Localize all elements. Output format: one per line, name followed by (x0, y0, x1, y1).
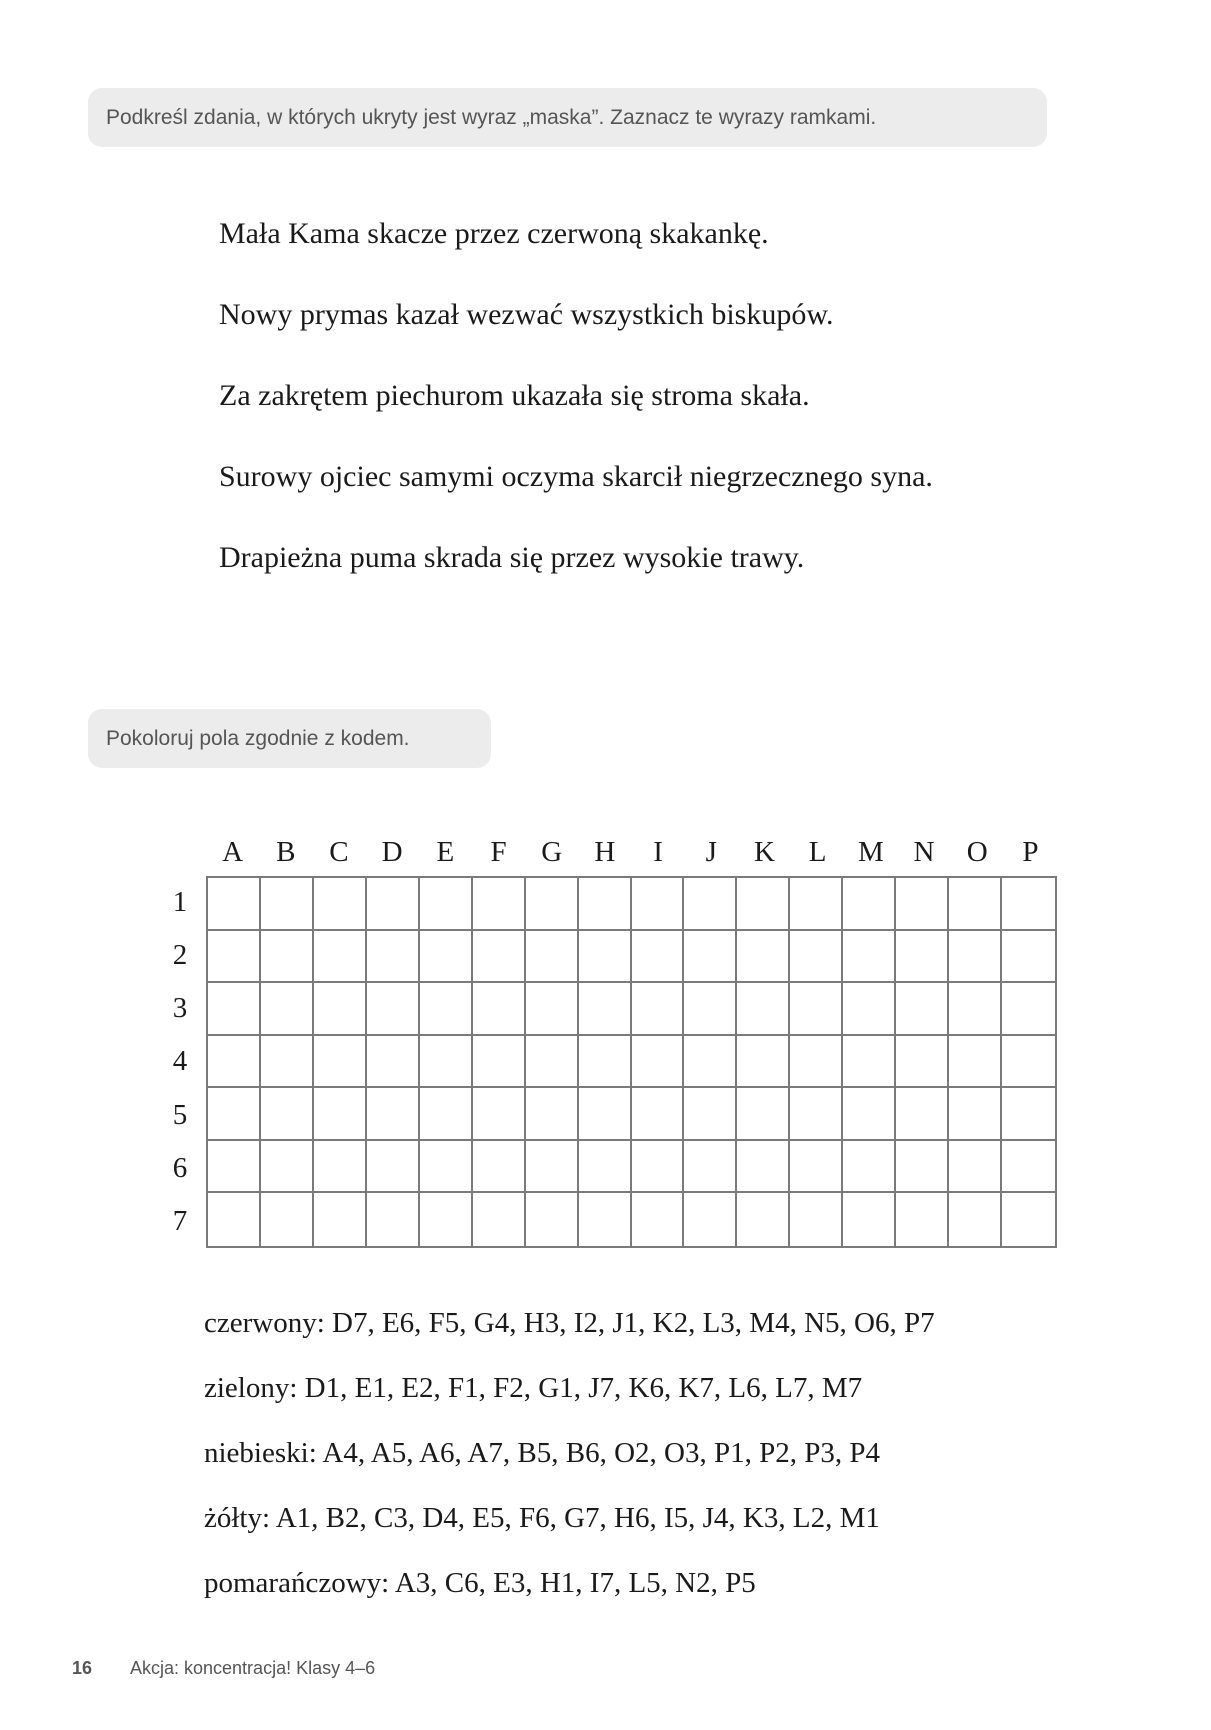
grid-cell-D4[interactable] (367, 1036, 420, 1089)
grid-cell-D5[interactable] (367, 1088, 420, 1141)
row-label: 3 (172, 992, 188, 1025)
column-label: B (276, 836, 296, 868)
grid-cell-H4[interactable] (579, 1036, 632, 1089)
grid-cell-K7[interactable] (737, 1193, 790, 1246)
grid-cell-L2[interactable] (790, 931, 843, 984)
grid-cell-K2[interactable] (737, 931, 790, 984)
coloring-grid (206, 876, 1057, 1248)
grid-cell-A5[interactable] (208, 1088, 261, 1141)
grid-cell-G3[interactable] (526, 983, 579, 1036)
code-orange: pomarańczowy: A3, C6, E3, H1, I7, L5, N2, P5 (204, 1567, 756, 1599)
grid-cell-F5[interactable] (473, 1088, 526, 1141)
exercise2-instruction: Pokoloruj pola zgodnie z kodem. (88, 709, 491, 768)
grid-cell-A6[interactable] (208, 1141, 261, 1194)
grid-cell-M4[interactable] (843, 1036, 896, 1089)
exercise1-instruction: Podkreśl zdania, w których ukryty jest wyraz „maska”. Zaznacz te wyrazy ramkami. (88, 88, 1047, 147)
grid-cell-O1[interactable] (949, 878, 1002, 931)
grid-cell-H6[interactable] (579, 1141, 632, 1194)
column-label: E (436, 836, 455, 868)
grid-cell-H3[interactable] (579, 983, 632, 1036)
column-label: M (857, 836, 884, 868)
grid-cell-O2[interactable] (949, 931, 1002, 984)
grid-cell-D3[interactable] (367, 983, 420, 1036)
grid-cell-N7[interactable] (896, 1193, 949, 1246)
grid-cell-E2[interactable] (420, 931, 473, 984)
grid-cell-P1[interactable] (1002, 878, 1055, 931)
grid-cell-N2[interactable] (896, 931, 949, 984)
grid-cell-K6[interactable] (737, 1141, 790, 1194)
grid-cell-M6[interactable] (843, 1141, 896, 1194)
row-label: 2 (172, 939, 188, 972)
grid-cell-E3[interactable] (420, 983, 473, 1036)
grid-cell-J6[interactable] (684, 1141, 737, 1194)
grid-cell-K3[interactable] (737, 983, 790, 1036)
grid-cell-I4[interactable] (632, 1036, 685, 1089)
grid-cell-G5[interactable] (526, 1088, 579, 1141)
column-label: I (653, 836, 663, 868)
sentence-5: Drapieżna puma skrada się przez wysokie trawy. (219, 541, 805, 574)
grid-cell-K4[interactable] (737, 1036, 790, 1089)
row-label: 6 (172, 1151, 188, 1184)
grid-cell-I6[interactable] (632, 1141, 685, 1194)
grid-cell-M3[interactable] (843, 983, 896, 1036)
grid-cell-C2[interactable] (314, 931, 367, 984)
grid-cell-C1[interactable] (314, 878, 367, 931)
grid-cell-I7[interactable] (632, 1193, 685, 1246)
grid-cell-K1[interactable] (737, 878, 790, 931)
grid-cell-E4[interactable] (420, 1036, 473, 1089)
column-label: K (753, 836, 775, 868)
sentence-1: Mała Kama skacze przez czerwoną skakankę. (219, 217, 769, 250)
code-green: zielony: D1, E1, E2, F1, F2, G1, J7, K6, K7, L6, L7, M7 (204, 1372, 863, 1404)
grid-cell-B7[interactable] (261, 1193, 314, 1246)
grid-cell-L7[interactable] (790, 1193, 843, 1246)
grid-cell-J3[interactable] (684, 983, 737, 1036)
grid-cell-D6[interactable] (367, 1141, 420, 1194)
grid-cell-B2[interactable] (261, 931, 314, 984)
grid-cell-M1[interactable] (843, 878, 896, 931)
grid-cell-G6[interactable] (526, 1141, 579, 1194)
column-label: D (381, 836, 403, 868)
column-label: N (913, 836, 935, 868)
grid-cell-C7[interactable] (314, 1193, 367, 1246)
grid-cell-C3[interactable] (314, 983, 367, 1036)
grid-cell-D2[interactable] (367, 931, 420, 984)
grid-cell-J1[interactable] (684, 878, 737, 931)
grid-cell-A1[interactable] (208, 878, 261, 931)
row-label: 7 (172, 1204, 188, 1237)
grid-cell-G1[interactable] (526, 878, 579, 931)
grid-cell-P3[interactable] (1002, 983, 1055, 1036)
grid-cell-N1[interactable] (896, 878, 949, 931)
grid-cell-P2[interactable] (1002, 931, 1055, 984)
grid-cell-O4[interactable] (949, 1036, 1002, 1089)
grid-cell-G4[interactable] (526, 1036, 579, 1089)
column-label: P (1022, 836, 1039, 868)
grid-cell-F3[interactable] (473, 983, 526, 1036)
grid-cell-J5[interactable] (684, 1088, 737, 1141)
column-label: H (594, 836, 616, 868)
grid-cell-C5[interactable] (314, 1088, 367, 1141)
grid-cell-B5[interactable] (261, 1088, 314, 1141)
row-label: 1 (172, 886, 188, 918)
grid-cell-H5[interactable] (579, 1088, 632, 1141)
grid-cell-E7[interactable] (420, 1193, 473, 1246)
row-label: 5 (172, 1098, 188, 1131)
grid-cell-L6[interactable] (790, 1141, 843, 1194)
grid-cell-G2[interactable] (526, 931, 579, 984)
grid-cell-B6[interactable] (261, 1141, 314, 1194)
grid-cell-N4[interactable] (896, 1036, 949, 1089)
grid-cell-M5[interactable] (843, 1088, 896, 1141)
sentence-4: Surowy ojciec samymi oczyma skarcił niegrzecznego syna. (219, 460, 933, 493)
row-label: 4 (172, 1045, 188, 1078)
grid-cell-J7[interactable] (684, 1193, 737, 1246)
grid-cell-L3[interactable] (790, 983, 843, 1036)
grid-cell-P5[interactable] (1002, 1088, 1055, 1141)
book-title: Akcja: koncentracja! Klasy 4–6 (130, 1658, 376, 1678)
column-label: C (329, 836, 349, 868)
grid-cell-N5[interactable] (896, 1088, 949, 1141)
grid-cell-O5[interactable] (949, 1088, 1002, 1141)
grid-cell-E5[interactable] (420, 1088, 473, 1141)
grid-cell-D7[interactable] (367, 1193, 420, 1246)
sentence-3: Za zakrętem piechurom ukazała się stroma skała. (219, 379, 810, 412)
grid-cell-E1[interactable] (420, 878, 473, 931)
grid-cell-F7[interactable] (473, 1193, 526, 1246)
grid-cell-B3[interactable] (261, 983, 314, 1036)
column-label: J (705, 836, 717, 868)
grid-cell-M7[interactable] (843, 1193, 896, 1246)
column-label: F (490, 836, 507, 868)
grid-cell-L4[interactable] (790, 1036, 843, 1089)
column-label: A (222, 836, 244, 868)
grid-cell-J4[interactable] (684, 1036, 737, 1089)
grid-cell-O6[interactable] (949, 1141, 1002, 1194)
grid-cell-O7[interactable] (949, 1193, 1002, 1246)
grid-cell-B1[interactable] (261, 878, 314, 931)
column-label: G (541, 836, 563, 868)
grid-cell-I2[interactable] (632, 931, 685, 984)
grid-cell-P7[interactable] (1002, 1193, 1055, 1246)
sentence-2: Nowy prymas kazał wezwać wszystkich biskupów. (219, 298, 834, 331)
grid-cell-N6[interactable] (896, 1141, 949, 1194)
grid-cell-H7[interactable] (579, 1193, 632, 1246)
code-red: czerwony: D7, E6, F5, G4, H3, I2, J1, K2, L3, M4, N5, O6, P7 (204, 1307, 935, 1339)
grid-cell-F4[interactable] (473, 1036, 526, 1089)
grid-cell-B4[interactable] (261, 1036, 314, 1089)
grid-cell-F1[interactable] (473, 878, 526, 931)
grid-cell-A2[interactable] (208, 931, 261, 984)
grid-cell-L5[interactable] (790, 1088, 843, 1141)
grid-cell-E6[interactable] (420, 1141, 473, 1194)
grid-cell-J2[interactable] (684, 931, 737, 984)
grid-cell-P4[interactable] (1002, 1036, 1055, 1089)
grid-cell-I1[interactable] (632, 878, 685, 931)
grid-cell-G7[interactable] (526, 1193, 579, 1246)
grid-cell-F6[interactable] (473, 1141, 526, 1194)
page-number: 16 (72, 1658, 93, 1678)
grid-cell-I3[interactable] (632, 983, 685, 1036)
grid-cell-I5[interactable] (632, 1088, 685, 1141)
grid-cell-A3[interactable] (208, 983, 261, 1036)
grid-cell-H1[interactable] (579, 878, 632, 931)
grid-cell-O3[interactable] (949, 983, 1002, 1036)
grid-cell-C4[interactable] (314, 1036, 367, 1089)
grid-cell-P6[interactable] (1002, 1141, 1055, 1194)
grid-cell-A7[interactable] (208, 1193, 261, 1246)
code-blue: niebieski: A4, A5, A6, A7, B5, B6, O2, O3, P1, P2, P3, P4 (204, 1437, 880, 1469)
code-yellow: żółty: A1, B2, C3, D4, E5, F6, G7, H6, I5, J4, K3, L2, M1 (204, 1502, 880, 1534)
grid-cell-F2[interactable] (473, 931, 526, 984)
grid-cell-L1[interactable] (790, 878, 843, 931)
column-label: O (966, 836, 988, 868)
grid-cell-K5[interactable] (737, 1088, 790, 1141)
grid-cell-M2[interactable] (843, 931, 896, 984)
grid-cell-D1[interactable] (367, 878, 420, 931)
grid-cell-C6[interactable] (314, 1141, 367, 1194)
grid-cell-N3[interactable] (896, 983, 949, 1036)
column-label: L (808, 836, 827, 868)
grid-cell-H2[interactable] (579, 931, 632, 984)
grid-cell-A4[interactable] (208, 1036, 261, 1089)
